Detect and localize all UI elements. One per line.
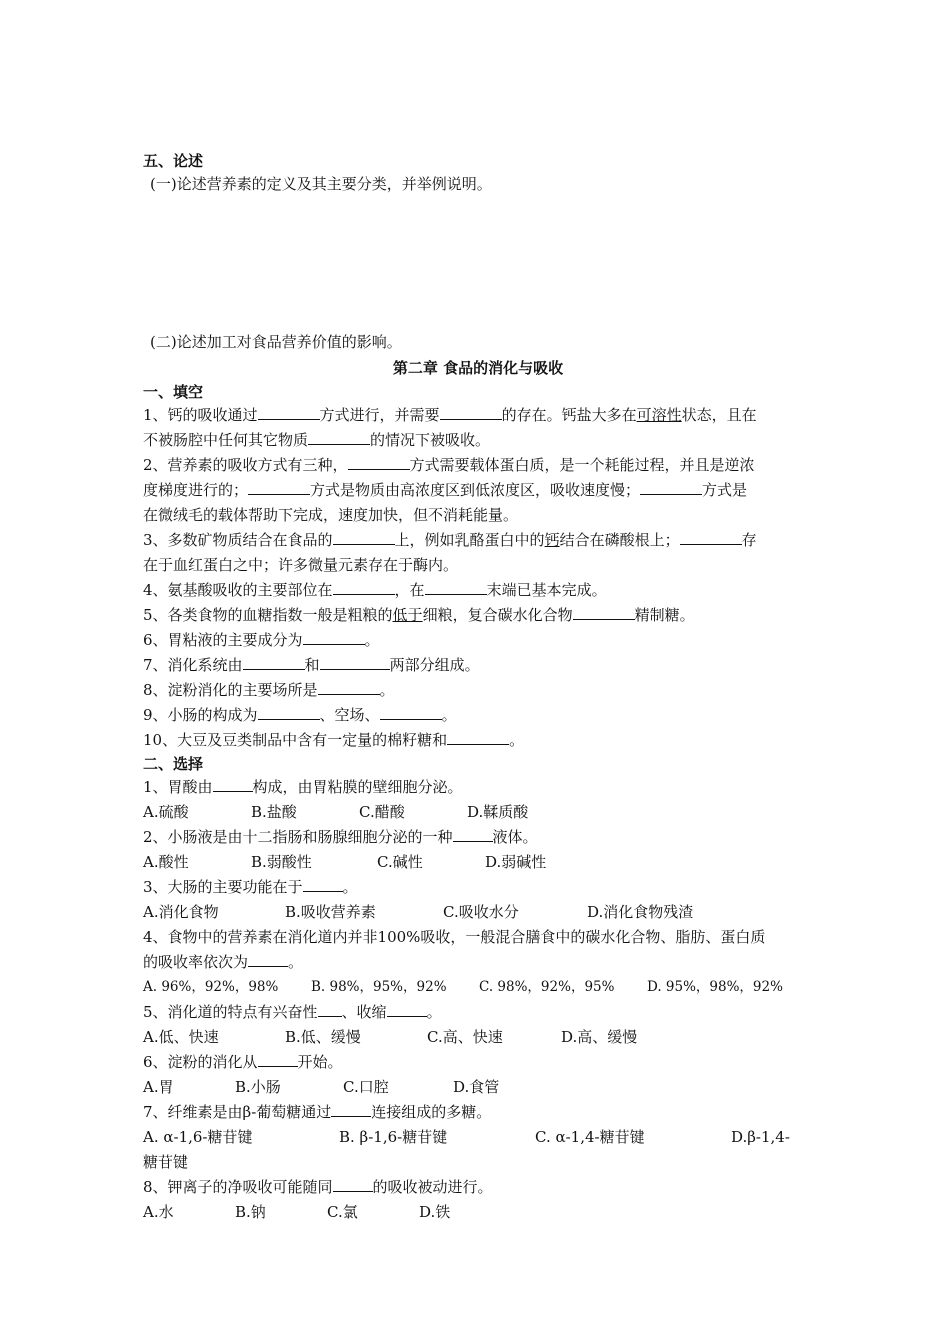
choice-question-8: 8、钾离子的净吸收可能随同 的吸收被动进行。 bbox=[143, 1178, 493, 1196]
choice-options-2: A.酸性 B.弱酸性 C.碱性 D.弱碱性 bbox=[143, 853, 547, 871]
choice-options-8: A.水 B.钠 C.氯 D.铁 bbox=[143, 1203, 451, 1221]
choice-section-title: 二、选择 bbox=[143, 755, 204, 773]
fill-question-10: 10、大豆及豆类制品中含有一定量的棉籽糖和 。 bbox=[143, 731, 525, 749]
fill-question-5: 5、各类食物的血糖指数一般是粗粮的低于细粮，复合碳水化合物 精制糖。 bbox=[143, 606, 695, 624]
fill-question-2-line-1: 2、营养素的吸收方式有三种， 方式需要载体蛋白质，是一个耗能过程，并且是逆浓 bbox=[143, 456, 755, 474]
choice-question-4-line-2: 的吸收率依次为 。 bbox=[143, 953, 304, 971]
answer-space bbox=[143, 197, 813, 330]
choice-options-5: A.低、快速 B.低、缓慢 C.高、快速 D.高、缓慢 bbox=[143, 1028, 638, 1046]
choice-question-3: 3、大肠的主要功能在于 。 bbox=[143, 878, 358, 896]
fill-question-2-line-2: 度梯度进行的； 方式是物质由高浓度区到低浓度区，吸收速度慢； 方式是 bbox=[143, 481, 748, 499]
page-content bbox=[143, 150, 813, 1225]
fill-question-8: 8、淀粉消化的主要场所是 。 bbox=[143, 681, 395, 699]
choice-options-7-continued: 糖苷键 bbox=[143, 1153, 189, 1171]
fill-question-3-line-2: 在于血红蛋白之中；许多微量元素存在于酶内。 bbox=[143, 556, 459, 574]
chapter-title: 第二章 食品的消化与吸收 bbox=[392, 359, 564, 377]
choice-options-6: A.胃 B.小肠 C.口腔 D.食管 bbox=[143, 1078, 500, 1096]
essay-question-2: (二)论述加工对食品营养价值的影响。 bbox=[150, 333, 402, 351]
choice-question-7: 7、纤维素是由β-葡萄糖通过 连接组成的多糖。 bbox=[143, 1103, 492, 1121]
fill-question-4: 4、氨基酸吸收的主要部位在 ，在 末端已基本完成。 bbox=[143, 581, 607, 599]
choice-question-4-line-1: 4、食物中的营养素在消化道内并非100%吸收，一般混合膳食中的碳水化合物、脂肪、蛋白质 bbox=[143, 928, 766, 946]
fill-question-2-line-3: 在微绒毛的载体帮助下完成，速度加快，但不消耗能量。 bbox=[143, 506, 519, 524]
fill-section-title: 一、填空 bbox=[143, 383, 204, 401]
choice-question-6: 6、淀粉的消化从 开始。 bbox=[143, 1053, 343, 1071]
choice-question-5: 5、消化道的特点有兴奋性 、收缩 。 bbox=[143, 1003, 442, 1021]
choice-options-1: A.硫酸 B.盐酸 C.醋酸 D.鞣质酸 bbox=[143, 803, 529, 821]
choice-options-7: A. α-1,6-糖苷键 B. β-1,6-糖苷键 C. α-1,4-糖苷键 D.β-1,4- bbox=[143, 1128, 790, 1146]
essay-question-1: (一)论述营养素的定义及其主要分类，并举例说明。 bbox=[150, 175, 492, 193]
fill-question-1-line-2: 不被肠腔中任何其它物质 的情况下被吸收。 bbox=[143, 431, 491, 449]
choice-question-2: 2、小肠液是由十二指肠和肠腺细胞分泌的一种 液体。 bbox=[143, 828, 538, 846]
choice-options-3: A.消化食物 B.吸收营养素 C.吸收水分 D.消化食物残渣 bbox=[143, 903, 694, 921]
fill-question-3-line-1: 3、多数矿物质结合在食品的 上，例如乳酪蛋白中的钙结合在磷酸根上； 存 bbox=[143, 531, 757, 549]
fill-question-9: 9、小肠的构成为 、空场、 。 bbox=[143, 706, 457, 724]
choice-options-4: A. 96%，92%，98% B. 98%，95%，92% C. 98%，92%，95% D. 95%，98%，92% bbox=[143, 979, 783, 995]
choice-question-1: 1、胃酸由 构成，由胃粘膜的壁细胞分泌。 bbox=[143, 778, 463, 796]
fill-question-6: 6、胃粘液的主要成分为 。 bbox=[143, 631, 380, 649]
fill-question-1-line-1: 1、钙的吸收通过 方式进行，并需要 的存在。钙盐大多在可溶性状态，且在 bbox=[143, 406, 757, 424]
fill-question-7: 7、消化系统由 和 两部分组成。 bbox=[143, 656, 480, 674]
section-5-title: 五、论述 bbox=[143, 152, 204, 170]
